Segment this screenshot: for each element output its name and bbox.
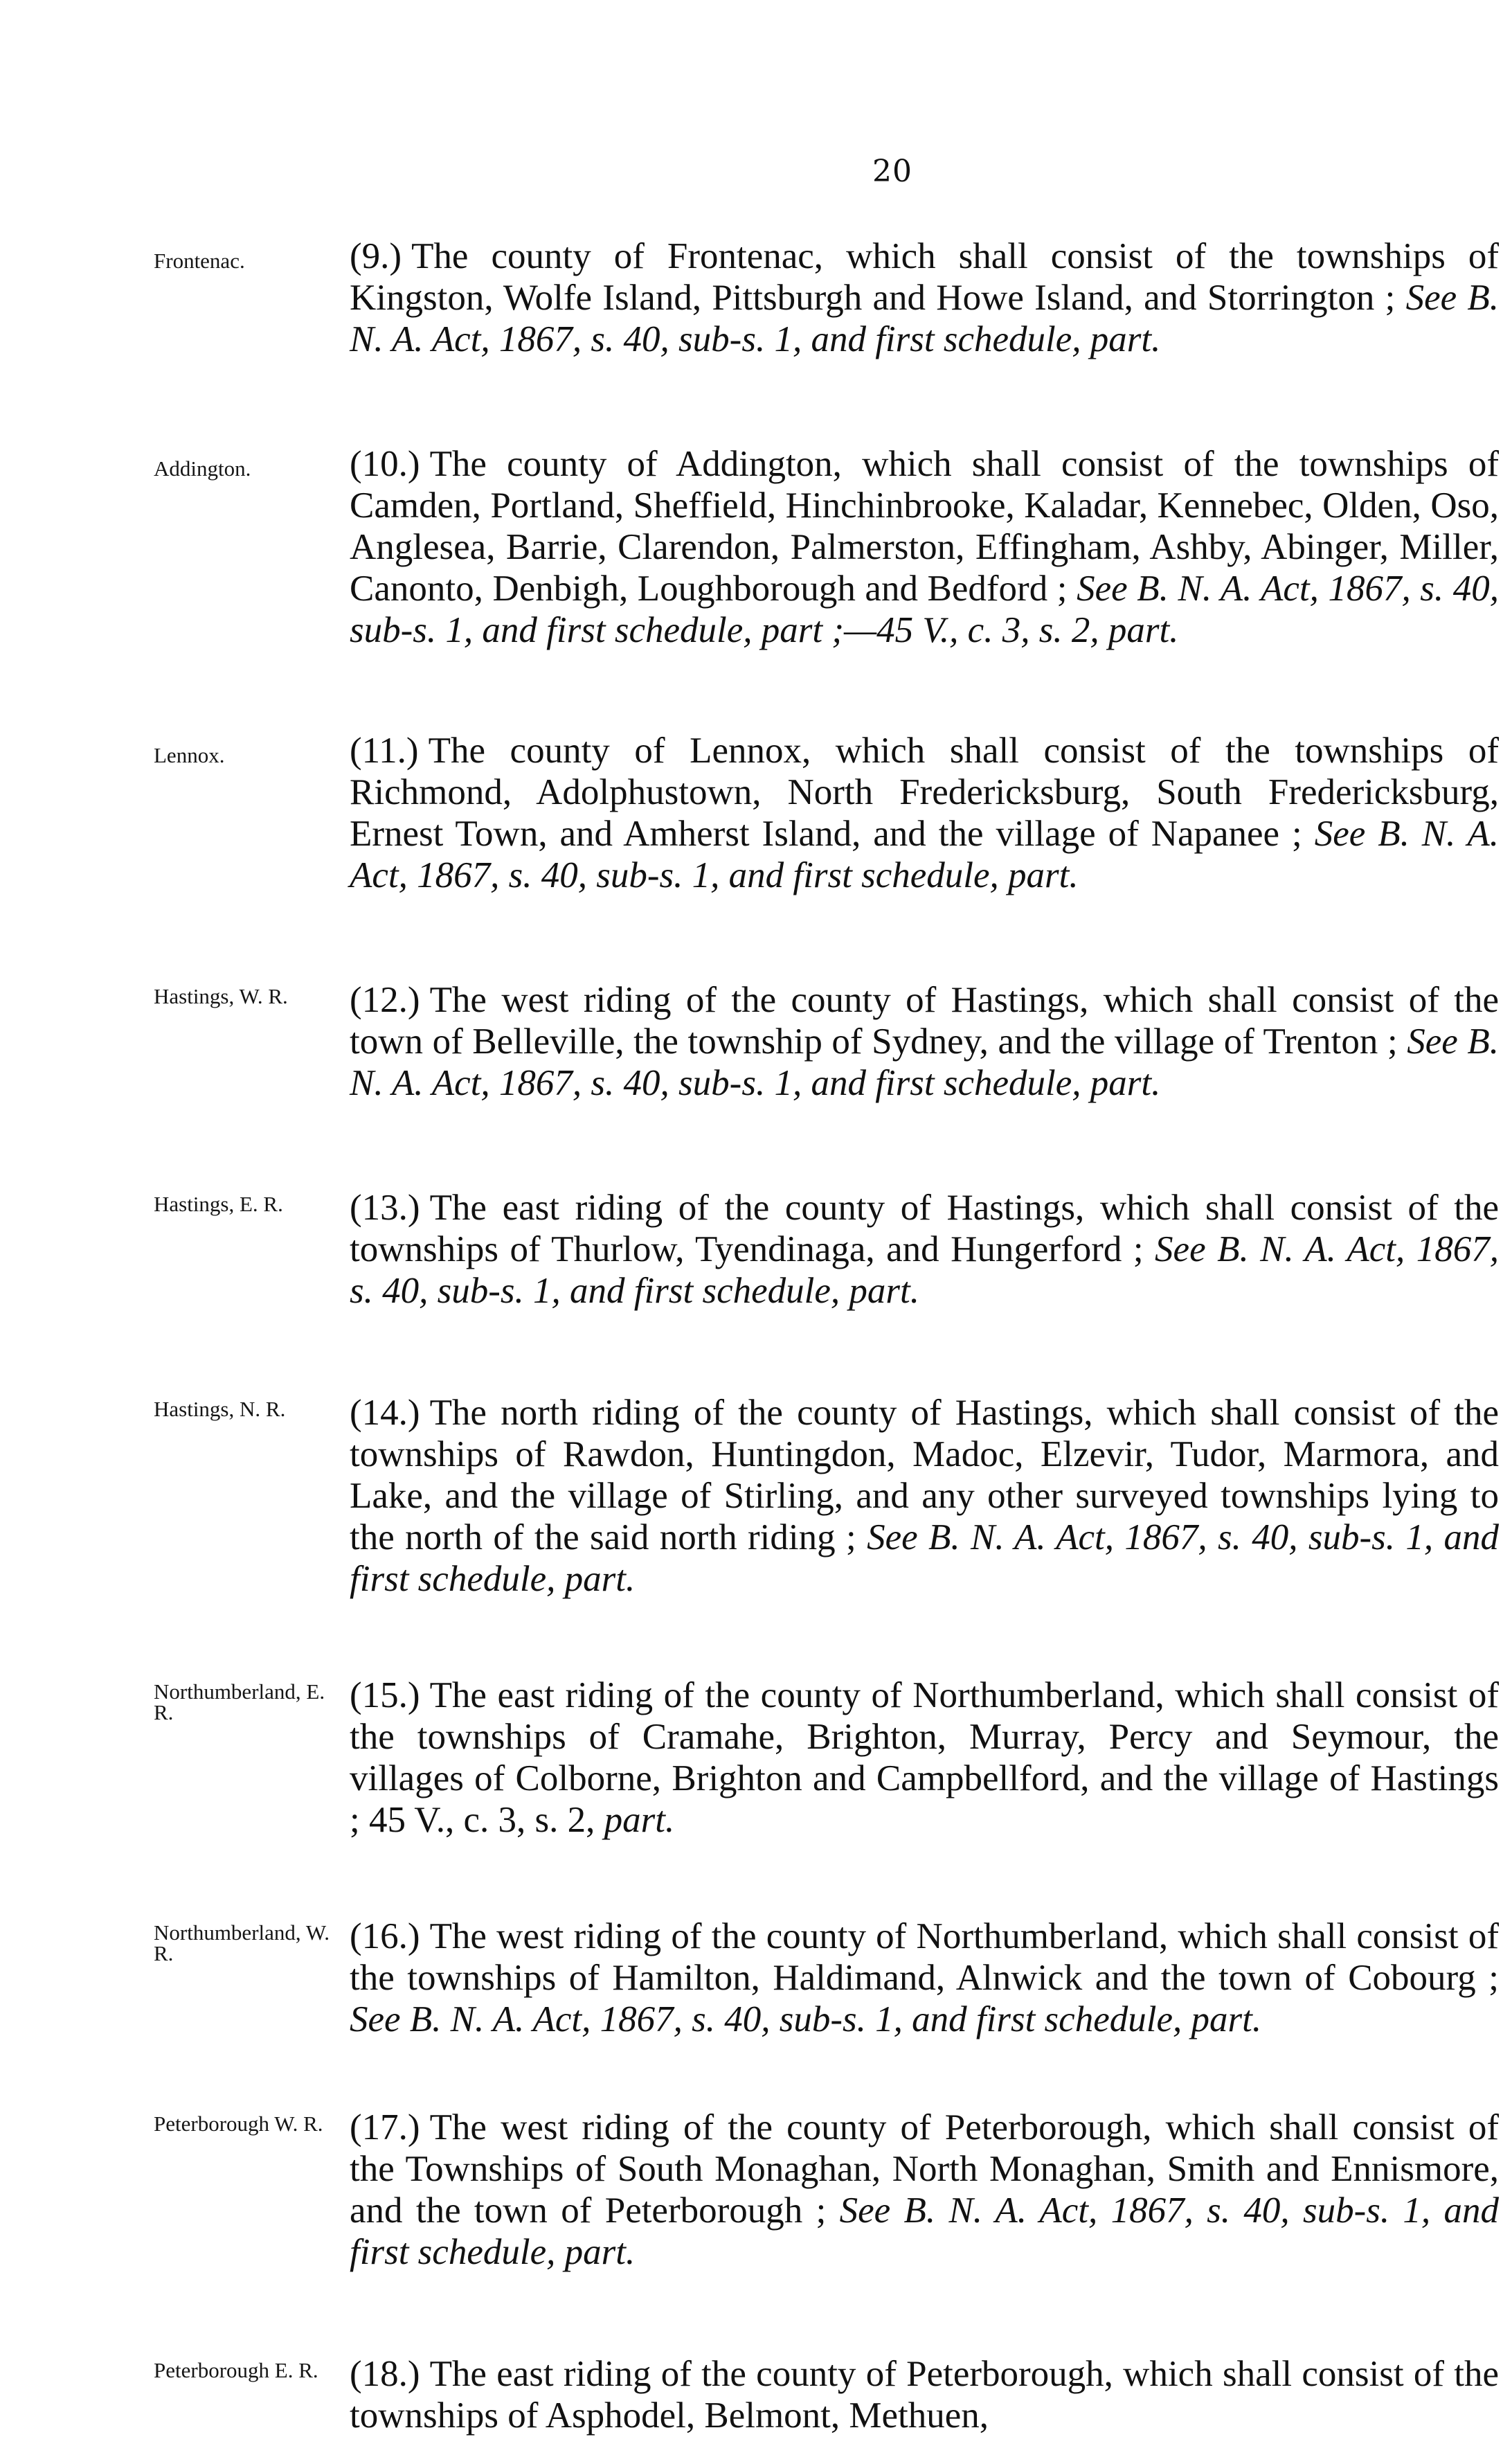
- section-number: (18.): [350, 2354, 420, 2394]
- section-text: [350, 2107, 1499, 2273]
- section-body: The county of Lennox, which shall consist of the townships of Richmond, Adolphustown, North Fredericksburg, South Fredericksburg, Ernest Town, and Amherst Island, and the village of Napanee ;: [350, 731, 1499, 854]
- section-number: (15.): [350, 1675, 420, 1715]
- section-citation: part.: [604, 1800, 675, 1840]
- margin-note: Hastings, E. R.: [154, 1192, 283, 1216]
- section-text: [350, 1187, 1499, 1312]
- margin-note: Peterborough W. R.: [154, 2112, 323, 2136]
- section-number: (9.): [350, 236, 402, 276]
- section-text: [350, 730, 1499, 896]
- section-number: (11.): [350, 731, 419, 771]
- section-body: The county of Frontenac, which shall consist of the townships of Kingston, Wolfe Island, Pittsburgh and Howe Island, and Storrington ;: [350, 236, 1499, 318]
- section-text: [350, 443, 1499, 651]
- margin-note: Northumberland, E. R.: [154, 1679, 325, 1724]
- section-text: [350, 979, 1499, 1104]
- section-number: (17.): [350, 2107, 420, 2148]
- margin-note: Frontenac.: [154, 249, 245, 273]
- margin-note: Addington.: [154, 456, 251, 481]
- section-number: (13.): [350, 1188, 420, 1228]
- section-citation: See B. N. A. Act, 1867, s. 40, sub-s. 1, and first schedule, part ;—45 V., c. 3, s. 2, part.: [350, 569, 1499, 650]
- section-number: (10.): [350, 444, 420, 484]
- section-text: [350, 235, 1499, 360]
- section-number: (14.): [350, 1393, 420, 1433]
- page-number: 20: [872, 154, 912, 189]
- margin-note: Hastings, W. R.: [154, 984, 288, 1008]
- margin-note: Peterborough E. R.: [154, 2358, 318, 2382]
- section-citation: See B. N. A. Act, 1867, s. 40, sub-s. 1, and first schedule, part.: [350, 1021, 1499, 1103]
- section-citation: See B. N. A. Act, 1867, s. 40, sub-s. 1, and first schedule, part.: [350, 1229, 1499, 1311]
- margin-note: Lennox.: [154, 743, 225, 767]
- section-body: The east riding of the county of Peterborough, which shall consist of the townships of Asphodel, Belmont, Methuen,: [350, 2354, 1499, 2436]
- section-number: (16.): [350, 1916, 420, 1956]
- section-citation: See B. N. A. Act, 1867, s. 40, sub-s. 1, and first schedule, part.: [350, 1517, 1499, 1599]
- section-citation: See B. N. A. Act, 1867, s. 40, sub-s. 1, and first schedule, part.: [350, 2190, 1499, 2272]
- section-citation: See B. N. A. Act, 1867, s. 40, sub-s. 1, and first schedule, part.: [350, 1999, 1262, 2039]
- section-body: The county of Addington, which shall consist of the townships of Camden, Portland, Sheffield, Hinchinbrooke, Kaladar, Kennebec, Olden, Oso, Anglesea, Barrie, Clarendon, Palmerston, Effingham, Ashby, Abinger, Miller, Canonto, Denbigh, Loughborough and Bedford ;: [350, 444, 1499, 609]
- section-text: [350, 1675, 1499, 1841]
- section-body: The west riding of the county of Hastings, which shall consist of the town of Belleville, the township of Sydney, and the village of Trenton ;: [350, 980, 1499, 1062]
- section-body: The north riding of the county of Hastings, which shall consist of the townships of Rawdon, Huntingdon, Madoc, Elzevir, Tudor, Marmora, and Lake, and the village of Stirling, and any other surveyed townships lying to the north of the said north riding ;: [350, 1393, 1499, 1557]
- section-citation: See B. N. A. Act, 1867, s. 40, sub-s. 1, and first schedule, part.: [350, 278, 1499, 359]
- section-text: [350, 1392, 1499, 1600]
- margin-note: Northumberland, W. R.: [154, 1920, 330, 1965]
- section-text: [350, 1916, 1499, 2040]
- section-number: (12.): [350, 980, 420, 1020]
- margin-note: Hastings, N. R.: [154, 1397, 286, 1421]
- section-citation: See B. N. A. Act, 1867, s. 40, sub-s. 1, and first schedule, part.: [350, 814, 1500, 895]
- section-body: The west riding of the county of Peterborough, which shall consist of the Townships of South Monaghan, North Monaghan, Smith and Ennismore, and the town of Peterborough ;: [350, 2107, 1499, 2231]
- section-body: The west riding of the county of Northumberland, which shall consist of the townships of Hamilton, Haldimand, Alnwick and the town of Cobourg ;: [350, 1916, 1499, 1998]
- section-body: The east riding of the county of Northumberland, which shall consist of the townships of Cramahe, Brighton, Murray, Percy and Seymour, the villages of Colborne, Brighton and Campbellford, and the village of Hastings ; 45 V., c. 3, s. 2,: [350, 1675, 1499, 1840]
- section-text: [350, 2353, 1499, 2436]
- section-body: The east riding of the county of Hastings, which shall consist of the townships of Thurlow, Tyendinaga, and Hungerford ;: [350, 1188, 1499, 1269]
